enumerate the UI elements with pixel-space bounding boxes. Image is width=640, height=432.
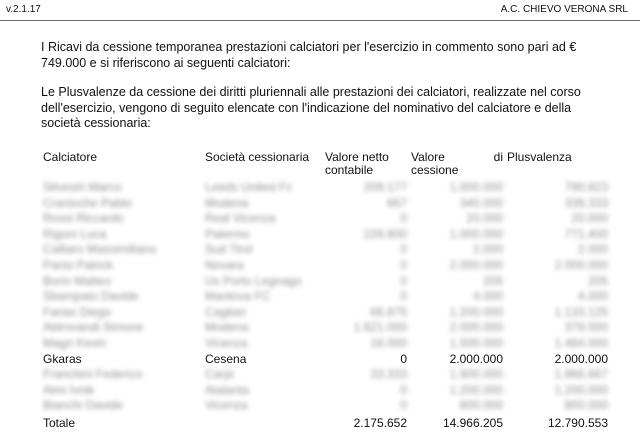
- cell-club: Sud Tirol: [205, 242, 253, 257]
- cell-sale-value: 1.200.000: [449, 304, 503, 319]
- table-row: [41, 289, 610, 305]
- cell-player: Farias Diego: [43, 304, 112, 319]
- table-row: [41, 305, 610, 321]
- cell-gain: 379.000: [564, 320, 608, 335]
- cell-player: Sbampato Davide: [43, 289, 139, 304]
- cell-gain: 2.000.000: [554, 257, 608, 272]
- cell-sale-value: 340.000: [459, 195, 503, 210]
- col-header-net-value: Valore netto contabile: [325, 150, 389, 177]
- cell-player: Gkaras: [43, 351, 82, 366]
- cell-club: Atalanta: [205, 382, 250, 397]
- cell-sale-value: 4.000: [472, 289, 503, 304]
- cell-player: Almi Ivnik: [43, 382, 95, 397]
- cell-sale-value: 1.200.000: [449, 382, 503, 397]
- cell-net-value: 33.333: [370, 367, 407, 382]
- cell-net-value: 209.177: [363, 180, 407, 194]
- cell-net-value: 0: [400, 257, 407, 272]
- page-header: [0, 0, 640, 21]
- cell-net-value: 0: [400, 273, 407, 288]
- table-header-row: [41, 151, 610, 180]
- table-row: [41, 274, 610, 290]
- cell-player: Calliaro Massimiliano: [43, 242, 157, 257]
- cell-club: Modena: [205, 195, 249, 210]
- cell-sale-value: 205: [482, 273, 503, 288]
- cell-net-value: 0: [400, 351, 407, 366]
- table-row: [41, 180, 610, 196]
- cell-gain: 205: [587, 273, 608, 288]
- table-row: [41, 320, 610, 336]
- cell-player: Rigoni Luca: [43, 226, 107, 241]
- table-body: [41, 180, 610, 414]
- total-empty-cell: [203, 414, 323, 432]
- table-row: [41, 398, 610, 414]
- paragraph-plusvalenze: Le Plusvalenze da cessione dei diritti pluriennali alle prestazioni dei calciatori, realizzate nel corso dell'esercizio, vengono di seguito elencate con l'indicazione del nominativo del calciatore e della società cessionaria:: [41, 85, 581, 130]
- table-row: [41, 242, 610, 258]
- col-header-sale-value: Valore di cessione: [411, 150, 503, 177]
- table-row: [41, 258, 610, 274]
- cell-net-value: 0: [400, 211, 407, 226]
- cell-sale-value: 20.000: [466, 211, 503, 226]
- plusvalenze-table: [41, 151, 610, 432]
- cell-sale-value: 1.900.000: [449, 367, 503, 382]
- col-header-player: Calciatore: [43, 150, 98, 164]
- table-row: [41, 227, 610, 243]
- company-name: A.C. CHIEVO VERONA SRL: [500, 4, 628, 15]
- cell-club: Leeds United Fc: [205, 180, 293, 194]
- cell-gain: 771.400: [564, 226, 608, 241]
- table-row: [41, 336, 610, 352]
- version-label: v.2.1.17: [6, 4, 41, 15]
- table-row: [41, 367, 610, 383]
- cell-net-value: 16.000: [370, 335, 407, 350]
- cell-gain: 790.823: [564, 180, 608, 194]
- cell-club: Novara: [205, 257, 244, 272]
- cell-player: Aldrovandi Simone: [43, 320, 144, 335]
- cell-gain: 1.866.667: [554, 367, 608, 382]
- table-row: [41, 211, 610, 227]
- table-row: [41, 196, 610, 212]
- table-row: [41, 352, 610, 368]
- cell-net-value: 667: [386, 195, 407, 210]
- cell-sale-value: 1.500.000: [449, 335, 503, 350]
- cell-gain: 4.000: [577, 289, 608, 304]
- cell-sale-value: 2.000: [472, 242, 503, 257]
- cell-club: Vicenza: [205, 398, 248, 413]
- cell-gain: 1.484.000: [554, 335, 608, 350]
- paragraph-ricavi: I Ricavi da cessione temporanea prestazioni calciatori per l'esercizio in commento sono pari ad € 749.000 e si riferiscono ai seguenti calciatori:: [41, 40, 577, 70]
- cell-sale-value: 2.000.000: [449, 257, 503, 272]
- total-sale-value: 14.966.205: [442, 415, 503, 430]
- cell-player: Rossi Riccardo: [43, 211, 124, 226]
- cell-net-value: 0: [400, 382, 407, 397]
- cell-net-value: 0: [400, 398, 407, 413]
- cell-club: Palermo: [205, 226, 250, 241]
- cell-net-value: 0: [400, 289, 407, 304]
- cell-net-value: 0: [400, 242, 407, 257]
- col-header-gain: Plusvalenza: [507, 150, 572, 164]
- cell-club: Cagliari: [205, 304, 246, 319]
- cell-club: Us Porto Legnago: [205, 273, 302, 288]
- total-net-value: 2.175.652: [353, 415, 407, 430]
- cell-gain: 1.200.000: [554, 382, 608, 397]
- cell-sale-value: 1.000.000: [449, 180, 503, 194]
- table-row: [41, 383, 610, 399]
- cell-club: Carpi: [205, 367, 234, 382]
- cell-gain: 800.000: [564, 398, 608, 413]
- cell-gain: 20.000: [571, 211, 608, 226]
- cell-club: Mantova FC: [205, 289, 271, 304]
- cell-player: Magri Kevin: [43, 335, 107, 350]
- cell-club: Modena: [205, 320, 249, 335]
- cell-player: Franchini Federico: [43, 367, 143, 382]
- cell-gain: 1.133.125: [554, 304, 608, 319]
- cell-player: Parisi Patrick: [43, 257, 114, 272]
- cell-player: Cranioche Pablo: [43, 195, 132, 210]
- table-total-row: [41, 414, 610, 432]
- cell-club: Cesena: [205, 351, 247, 366]
- cell-club: Vicenza: [205, 335, 248, 350]
- cell-gain: 2.000: [577, 242, 608, 257]
- col-header-club: Società cessionaria: [205, 150, 310, 164]
- cell-net-value: 228.600: [363, 226, 407, 241]
- cell-net-value: 66.875: [370, 304, 407, 319]
- cell-sale-value: 1.000.000: [449, 226, 503, 241]
- cell-club: Real Vicenza: [205, 211, 276, 226]
- cell-gain: 339.333: [564, 195, 608, 210]
- cell-net-value: 1.621.000: [353, 320, 407, 335]
- cell-player: Borin Matteo: [43, 273, 112, 288]
- cell-player: Bianchi Davide: [43, 398, 124, 413]
- cell-player: Silvestri Marco: [43, 180, 122, 194]
- total-gain: 12.790.553: [547, 415, 608, 430]
- cell-gain: 2.000.000: [554, 351, 608, 366]
- cell-sale-value: 2.000.000: [449, 351, 503, 366]
- total-label: Totale: [43, 415, 76, 430]
- cell-sale-value: 2.000.000: [449, 320, 503, 335]
- cell-sale-value: 800.000: [459, 398, 503, 413]
